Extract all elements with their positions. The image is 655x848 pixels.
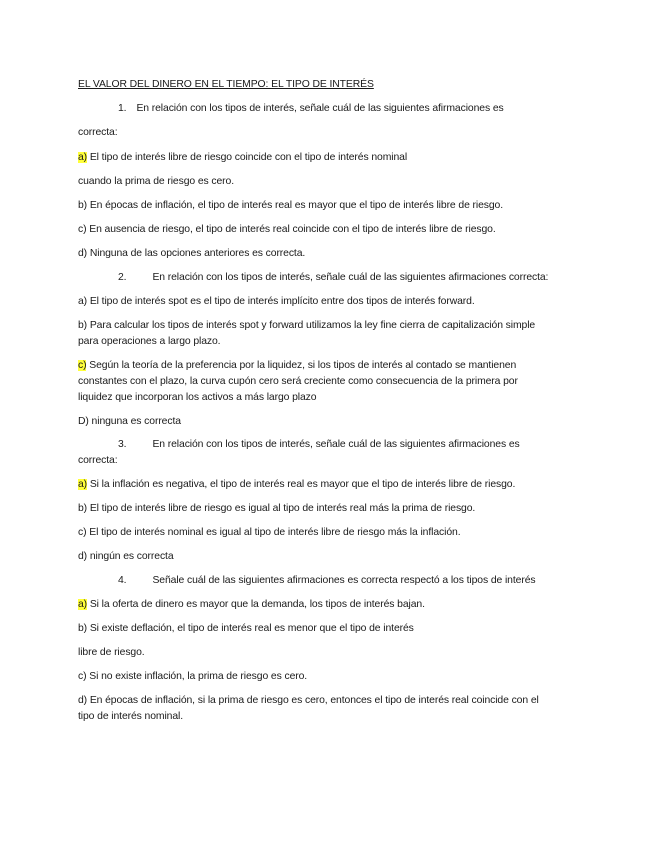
question-3-stem (118, 438, 520, 452)
question-3-option-c: c) El tipo de interés nominal es igual al tipo de interés libre de riesgo más la inflación. (78, 527, 461, 538)
question-2-option-c-cont2: liquidez que incorporan los activos a más largo plazo (78, 392, 317, 403)
answer-highlight: a) (78, 479, 88, 490)
question-1-stem-cont: correcta: (78, 127, 118, 138)
question-4-option-a (78, 598, 425, 612)
question-4-option-d-cont: tipo de interés nominal. (78, 711, 184, 722)
option-text: Si la inflación es negativa, el tipo de interés real es mayor que el tipo de interés libre de riesgo. (87, 479, 516, 490)
question-3-option-a (78, 478, 515, 492)
question-4-stem-text: Señale cuál de las siguientes afirmaciones es correcta respectó a los tipos de interés (152, 575, 536, 586)
question-1-option-a-cont: cuando la prima de riesgo es cero. (78, 176, 235, 187)
question-3-option-d: d) ningún es correcta (78, 551, 174, 562)
question-2-stem-text: En relación con los tipos de interés, señale cuál de las siguientes afirmaciones correcta: (152, 272, 549, 283)
question-4-option-c: c) Si no existe inflación, la prima de riesgo es cero. (78, 671, 308, 682)
question-4-option-d: d) En épocas de inflación, si la prima de riesgo es cero, entonces el tipo de interés real coincide con el (78, 695, 539, 706)
question-2-option-d: D) ninguna es correcta (78, 416, 181, 427)
question-1-number: 1. (118, 103, 127, 114)
question-3-stem-cont: correcta: (78, 455, 118, 466)
answer-highlight: a) (78, 599, 88, 610)
question-2-stem (118, 271, 548, 285)
question-2-option-b: b) Para calcular los tipos de interés spot y forward utilizamos la ley fine cierra de capitalización simple (78, 320, 536, 331)
question-4-option-b: b) Si existe deflación, el tipo de interés real es menor que el tipo de interés (78, 623, 414, 634)
question-4-option-b-cont: libre de riesgo. (78, 647, 145, 658)
question-2-option-c (78, 359, 516, 373)
question-1-option-a (78, 151, 407, 165)
question-2-number: 2. (118, 272, 127, 283)
answer-highlight: a) (78, 152, 88, 163)
question-2-option-a: a) El tipo de interés spot es el tipo de interés implícito entre dos tipos de interés forward. (78, 296, 475, 307)
question-1-stem (118, 102, 504, 116)
option-text: Según la teoría de la preferencia por la liquidez, si los tipos de interés al contado se mantienen (86, 360, 517, 371)
question-3-option-b: b) El tipo de interés libre de riesgo es igual al tipo de interés real más la prima de riesgo. (78, 503, 476, 514)
question-1-option-b: b) En épocas de inflación, el tipo de interés real es mayor que el tipo de interés libre de riesgo. (78, 200, 504, 211)
question-4-stem (118, 574, 535, 588)
question-2-option-b-cont: para operaciones a largo plazo. (78, 336, 221, 347)
question-3-stem-text: En relación con los tipos de interés, señale cuál de las siguientes afirmaciones es (152, 439, 520, 450)
question-1-stem-text: En relación con los tipos de interés, señale cuál de las siguientes afirmaciones es (136, 103, 504, 114)
question-4-number: 4. (118, 575, 127, 586)
question-2-option-c-cont: constantes con el plazo, la curva cupón cero será creciente como consecuencia de la primera por (78, 376, 518, 387)
document-title: EL VALOR DEL DINERO EN EL TIEMPO: EL TIPO DE INTERÉS (78, 79, 374, 90)
question-1-option-c: c) En ausencia de riesgo, el tipo de interés real coincide con el tipo de interés libre de riesgo. (78, 224, 496, 235)
question-3-number: 3. (118, 439, 127, 450)
option-text: Si la oferta de dinero es mayor que la demanda, los tipos de interés bajan. (87, 599, 425, 610)
option-text: El tipo de interés libre de riesgo coincide con el tipo de interés nominal (87, 152, 408, 163)
question-1-option-d: d) Ninguna de las opciones anteriores es correcta. (78, 248, 306, 259)
answer-highlight: c) (78, 360, 87, 371)
